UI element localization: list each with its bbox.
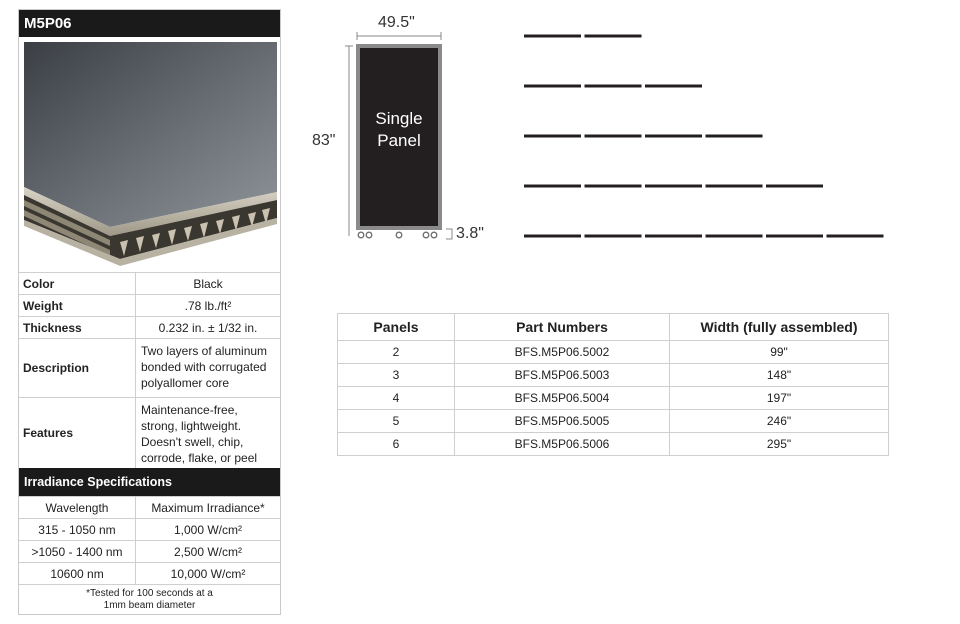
height-dimension-label: 83" [312, 132, 336, 149]
product-code: M5P06 [19, 10, 280, 37]
part-numbers-table [337, 313, 889, 456]
single-panel-diagram [300, 0, 520, 260]
table-row: 2 BFS.M5P06.5002 99" [338, 341, 889, 364]
irradiance-header-row: Wavelength Maximum Irradiance* [19, 496, 280, 518]
spec-row-thickness: Thickness 0.232 in. ± 1/32 in. [19, 316, 280, 338]
spec-row-features: Features Maintenance-free, strong, lightweight. Doesn't swell, chip, corrode, flake, or peel [19, 397, 280, 468]
irradiance-row: 10600 nm 10,000 W/cm² [19, 562, 280, 584]
spec-sheet [18, 9, 281, 615]
irradiance-row: >1050 - 1400 nm 2,500 W/cm² [19, 540, 280, 562]
table-row: 3 BFS.M5P06.5003 148" [338, 364, 889, 387]
configuration-lines [520, 20, 900, 250]
width-dimension-label: 49.5" [378, 14, 415, 31]
spec-row-weight: Weight .78 lb./ft² [19, 294, 280, 316]
header-part-numbers: Part Numbers [455, 314, 670, 341]
table-row: 5 BFS.M5P06.5005 246" [338, 410, 889, 433]
table-row: 4 BFS.M5P06.5004 197" [338, 387, 889, 410]
irradiance-row: 315 - 1050 nm 1,000 W/cm² [19, 518, 280, 540]
panel-label: Single Panel [375, 109, 423, 150]
irradiance-heading: Irradiance Specifications [19, 468, 280, 496]
spec-row-color: Color Black [19, 272, 280, 294]
foot-dimension-label: 3.8" [456, 225, 484, 242]
table-header-row [338, 314, 889, 341]
panel-configurations [520, 20, 900, 250]
irradiance-footnote: *Tested for 100 seconds at a 1mm beam diameter [19, 584, 280, 614]
table-row: 6 BFS.M5P06.5006 295" [338, 433, 889, 456]
header-panels: Panels [338, 314, 455, 341]
spec-row-description: Description Two layers of aluminum bonded with corrugated polyallomer core [19, 338, 280, 397]
product-photo [24, 42, 277, 270]
header-width: Width (fully assembled) [670, 314, 889, 341]
